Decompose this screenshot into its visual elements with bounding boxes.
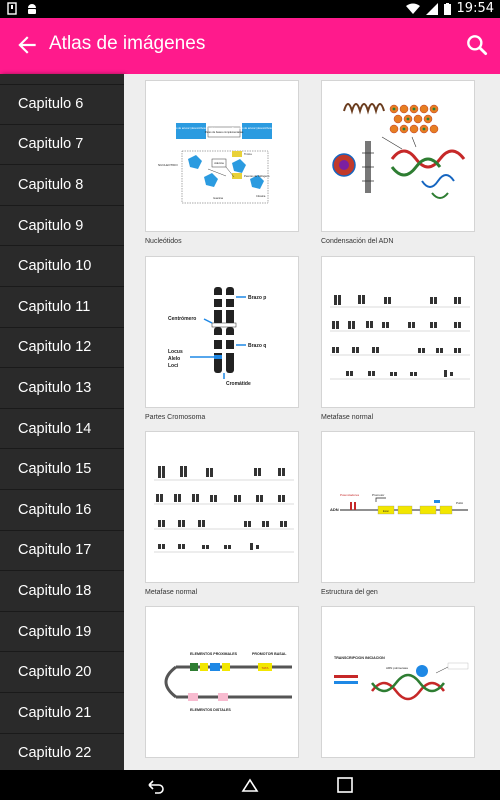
arrow-lines xyxy=(382,137,416,149)
chromatid-left-top xyxy=(214,287,222,325)
notification-icon xyxy=(6,2,18,15)
image-caption: Nucleótidos xyxy=(145,238,182,245)
gallery-card[interactable] xyxy=(145,80,299,245)
cromatide-label: Cromátide xyxy=(226,381,251,387)
android-icon xyxy=(26,2,38,15)
thumbnail-partes-cromosoma[interactable] xyxy=(145,256,299,408)
sidebar-item-capitulo-10[interactable]: Capitulo 10 xyxy=(0,246,124,287)
brazo-p-label: Brazo p xyxy=(248,295,267,301)
nucleotide-diagram xyxy=(146,81,299,232)
karyotype-row-3 xyxy=(332,347,461,353)
status-left-icons xyxy=(6,2,38,15)
exon-3 xyxy=(420,506,436,514)
karyotype-row-4 xyxy=(158,543,259,550)
home-nav-icon[interactable] xyxy=(240,776,260,794)
phosphate-pentagon-1 xyxy=(188,155,202,169)
arn-pol-label: ARN polimerasa xyxy=(386,666,408,670)
gallery-card[interactable] xyxy=(321,256,475,421)
image-gallery xyxy=(124,74,500,770)
clock: 19:54 xyxy=(456,1,494,16)
back-arrow-icon[interactable] xyxy=(14,32,40,58)
sidebar-item-capitulo-11[interactable]: Capitulo 11 xyxy=(0,287,124,328)
thumbnail-nucleotidos[interactable] xyxy=(145,80,299,232)
wifi-icon xyxy=(406,3,420,15)
exon-4 xyxy=(440,506,452,514)
citosina-label: Citosina xyxy=(256,195,266,198)
sidebar-item-capitulo-20[interactable]: Capitulo 20 xyxy=(0,652,124,693)
thumbnail-transcripcion[interactable] xyxy=(321,606,475,758)
karyotype-row-1 xyxy=(158,466,285,478)
app-bar xyxy=(0,18,500,74)
elementos-proximales-label: ELEMENTOS PROXIMALES xyxy=(190,652,238,656)
sidebar-item-capitulo-13[interactable]: Capitulo 13 xyxy=(0,368,124,409)
timina-box xyxy=(232,151,242,157)
promoter-arrow xyxy=(376,498,386,502)
rna-polymerase xyxy=(416,665,428,677)
image-caption: Metafase normal xyxy=(145,589,198,596)
sidebar-item-capitulo-19[interactable]: Capitulo 19 xyxy=(0,612,124,653)
nucleus-core xyxy=(339,160,349,170)
dna-condensation-diagram xyxy=(322,81,475,232)
page-title: Atlas de imágenes xyxy=(49,33,206,54)
transcription-diagram xyxy=(322,607,475,758)
sugar-backbone-left xyxy=(176,123,206,139)
thumbnail-metafase-normal-1[interactable] xyxy=(321,256,475,408)
rna-strand xyxy=(422,175,454,187)
arrow-centromero xyxy=(204,319,212,323)
adn-label: ADN xyxy=(330,507,339,512)
chapter-sidebar xyxy=(0,74,124,770)
promotor-label: Promotor xyxy=(372,493,385,497)
transcripcion-title: TRANSCRIPCION INICIACION xyxy=(334,656,385,660)
sidebar-item-capitulo-9[interactable]: Capitulo 9 xyxy=(0,206,124,247)
brazo-q-label: Brazo q xyxy=(248,343,267,349)
thumbnail-estructura-gen[interactable] xyxy=(321,431,475,583)
sidebar-item-capitulo-16[interactable]: Capitulo 16 xyxy=(0,490,124,531)
image-caption: Estructura del gen xyxy=(321,589,378,596)
centromero-label: Centrómero xyxy=(168,316,197,322)
status-right xyxy=(406,1,494,16)
sidebar-item-capitulo-14[interactable]: Capitulo 14 xyxy=(0,409,124,450)
exon-2 xyxy=(398,506,412,514)
sidebar-item-capitulo-17[interactable]: Capitulo 17 xyxy=(0,531,124,572)
karyotype-row-4 xyxy=(346,370,453,377)
chromatid-right-top xyxy=(226,287,234,325)
pointer-line xyxy=(436,667,448,673)
thumbnail-metafase-normal-2[interactable] xyxy=(145,431,299,583)
karyotype-row-2 xyxy=(156,494,285,502)
gallery-card[interactable] xyxy=(145,606,299,764)
image-caption: Metafase normal xyxy=(321,414,374,421)
rna-strand-2 xyxy=(432,193,448,198)
sidebar-item-capitulo-15[interactable]: Capitulo 15 xyxy=(0,449,124,490)
promotor-basal-label: PROMOTOR BASAL xyxy=(252,652,287,656)
distal-element-2 xyxy=(218,693,228,701)
legend-blue xyxy=(334,681,358,684)
sugar-backbone-right xyxy=(242,123,272,139)
phosphate-pentagon-3 xyxy=(232,159,246,173)
gallery-card[interactable] xyxy=(145,256,299,421)
box-mid-label: Pares de bases complementarias xyxy=(204,131,244,134)
element-yellow xyxy=(200,663,208,671)
enhancer-2 xyxy=(354,502,356,510)
potenciadores-label: Potenciadores xyxy=(340,493,360,497)
chromosome-parts-diagram xyxy=(146,257,299,408)
sidebar-item-capitulo-7[interactable]: Capitulo 7 xyxy=(0,125,124,166)
distal-element-1 xyxy=(188,693,198,701)
karyotype-row-1 xyxy=(334,295,461,305)
dna-loop xyxy=(166,667,176,697)
regulatory-elements-diagram xyxy=(146,607,299,758)
image-caption: Partes Cromosoma xyxy=(145,414,206,421)
timina-label: Timina xyxy=(244,153,252,156)
annotation-box xyxy=(448,663,468,669)
gallery-card[interactable] xyxy=(321,431,475,596)
box-left-label: Esqueleto de azucar (desoxirribosa) fosfato xyxy=(165,127,217,130)
element-blue xyxy=(210,663,220,671)
back-nav-icon[interactable] xyxy=(145,776,165,794)
recents-nav-icon[interactable] xyxy=(335,776,355,794)
exon-label: Exon xyxy=(383,510,389,513)
phosphate-pentagon-2 xyxy=(204,173,218,187)
sidebar-item-capitulo-18[interactable]: Capitulo 18 xyxy=(0,571,124,612)
element-yellow-2 xyxy=(222,663,230,671)
adenina-label: Adenina xyxy=(214,162,224,165)
karyotype-row-2 xyxy=(332,321,461,329)
sidebar-item-capitulo-8[interactable]: Capitulo 8 xyxy=(0,165,124,206)
bond-line-2 xyxy=(226,167,234,177)
sidebar-item-capitulo-6[interactable]: Capitulo 6 xyxy=(0,84,124,125)
locus-label: Locus xyxy=(168,349,183,355)
elementos-distales-label: ELEMENTOS DISTALES xyxy=(190,708,231,712)
gallery-card[interactable] xyxy=(321,80,475,245)
search-icon[interactable] xyxy=(464,32,490,58)
status-bar xyxy=(0,0,500,18)
element-green xyxy=(190,663,198,671)
gallery-card[interactable] xyxy=(145,431,299,596)
battery-icon xyxy=(444,3,451,15)
sidebar-item-capitulo-12[interactable]: Capitulo 12 xyxy=(0,328,124,369)
locus-marker xyxy=(214,355,222,359)
legend-red xyxy=(334,675,358,678)
polia-label: PoliA xyxy=(456,501,464,505)
signal-icon xyxy=(426,3,438,15)
thumbnail-condensacion-adn[interactable] xyxy=(321,80,475,232)
gallery-card[interactable] xyxy=(321,606,475,764)
centromere xyxy=(212,323,236,327)
chromatin-coil xyxy=(344,104,384,111)
sidebar-item-capitulo-22[interactable]: Capitulo 22 xyxy=(0,734,124,771)
guanina-label: Guanina xyxy=(213,197,223,200)
image-caption: Condensación del ADN xyxy=(321,238,394,245)
karyotype-row-3 xyxy=(158,520,287,527)
box-right-label: Esqueleto de azucar (desoxirribosa) fosfato xyxy=(231,127,283,130)
sidebar-item-capitulo-21[interactable]: Capitulo 21 xyxy=(0,693,124,734)
karyotype-diagram xyxy=(146,432,299,583)
enhancer-1 xyxy=(350,502,352,510)
gene-structure-diagram xyxy=(322,432,475,583)
stop-marker xyxy=(434,500,440,503)
nucleotido-label: NUCLEOTIDO xyxy=(158,163,178,167)
alelo-label: Alelo xyxy=(168,356,181,362)
thumbnail-elementos-reguladores[interactable] xyxy=(145,606,299,758)
karyotype-diagram xyxy=(322,257,475,408)
puentes-label: Puentes de hidrógeno xyxy=(244,175,270,178)
loci-label: Loci xyxy=(168,363,179,369)
system-nav-bar xyxy=(0,770,500,800)
tata-label: TATA xyxy=(261,666,269,670)
